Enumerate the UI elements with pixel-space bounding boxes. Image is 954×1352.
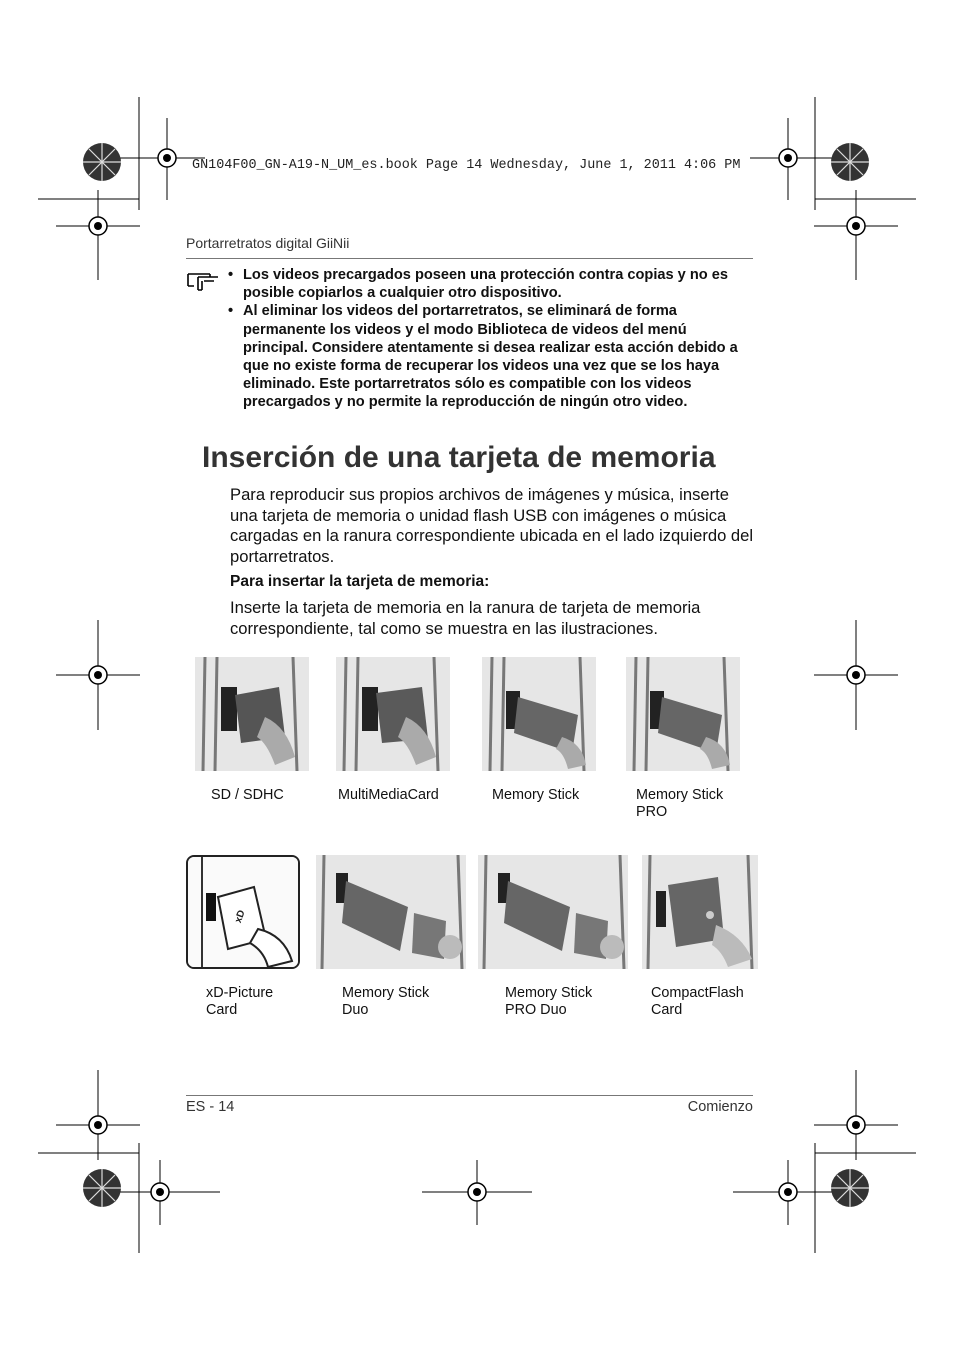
page-number: ES - 14 bbox=[186, 1099, 235, 1115]
card-caption: MultiMediaCard bbox=[338, 787, 439, 803]
note-list bbox=[228, 266, 754, 412]
card-caption: Memory Stick Duo bbox=[342, 985, 430, 1018]
running-header: Portarretratos digital GiiNii bbox=[186, 235, 350, 251]
card-caption: xD-Picture Card bbox=[206, 985, 274, 1018]
note-hand-icon bbox=[186, 268, 222, 292]
memory-stick-illustration bbox=[482, 657, 596, 771]
print-info-line: GN104F00_GN-A19-N_UM_es.book Page 14 Wednesday, June 1, 2011 4:06 PM bbox=[192, 157, 741, 173]
footer-section: Comienzo bbox=[687, 1099, 753, 1115]
card-caption: CompactFlash Card bbox=[651, 985, 744, 1018]
header-rule bbox=[186, 258, 753, 259]
note-item: • Los videos precargados poseen una protección contra copias y no es posible copiarlos a cualquier otro dispositivo. bbox=[228, 266, 754, 302]
memory-stick-pro-illustration bbox=[626, 657, 740, 771]
instruction-paragraph: Inserte la tarjeta de memoria en la ranura de tarjeta de memoria correspondiente, tal como se muestra en las ilustraciones. bbox=[230, 598, 701, 638]
card-caption: Memory Stick bbox=[492, 787, 580, 803]
card-caption: Memory Stick PRO bbox=[636, 787, 724, 820]
memory-stick-duo-illustration bbox=[316, 855, 466, 969]
sd-card-illustration bbox=[195, 657, 309, 771]
mmc-card-illustration bbox=[336, 657, 450, 771]
card-caption: Memory Stick PRO Duo bbox=[505, 985, 593, 1018]
xd-card-illustration bbox=[186, 855, 300, 969]
card-caption: SD / SDHC bbox=[211, 787, 284, 803]
procedure-heading: Para insertar la tarjeta de memoria: bbox=[230, 573, 490, 590]
note-item: • Al eliminar los videos del portarretratos, se eliminará de forma permanente los videos y el modo Biblioteca de videos del menú principal. Considere atentamente si desea realizar esta acción debido a que no existe forma de recuperar los videos una vez que se los haya eliminado. Este portarretratos sólo es compatible con los videos precargados y no permite la reproducción de ningún otro video. bbox=[228, 302, 754, 411]
section-title: Inserción de una tarjeta de memoria bbox=[202, 441, 716, 474]
svg-text:xD: xD bbox=[232, 908, 248, 925]
footer-rule bbox=[186, 1095, 753, 1096]
intro-paragraph: Para reproducir sus propios archivos de imágenes y música, inserte una tarjeta de memoria o unidad flash USB con imágenes o música cargadas en la ranura correspondiente ubicada en el lado izquierdo del portarretratos. bbox=[230, 485, 754, 566]
compactflash-illustration bbox=[642, 855, 758, 969]
memory-stick-pro-duo-illustration bbox=[478, 855, 628, 969]
